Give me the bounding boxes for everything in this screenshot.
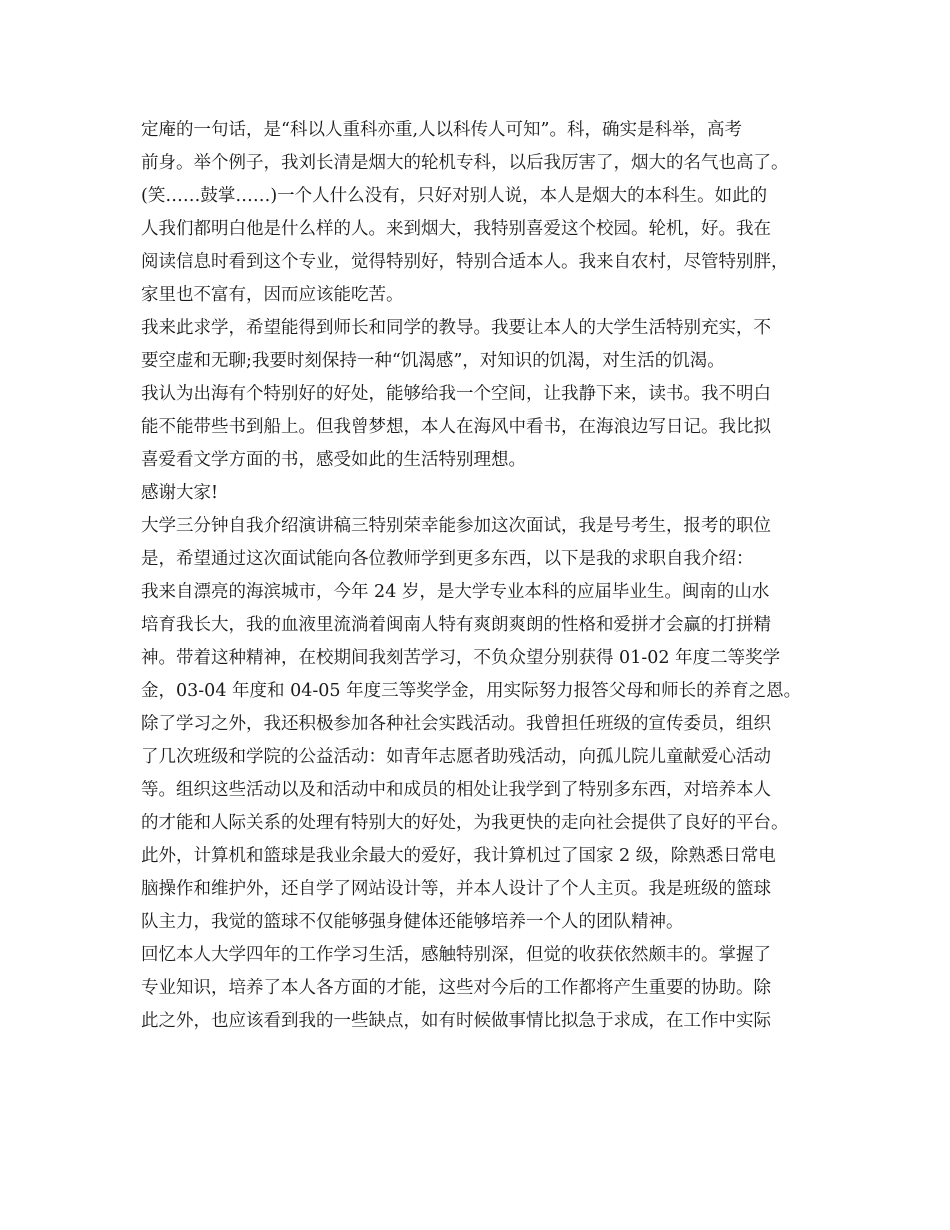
text-line: 我来自漂亮的海滨城市，今年 24 岁，是大学专业本科的应届毕业生。闽南的山水 [141,582,770,602]
document-body [141,114,831,1038]
text-line: 除了学习之外，我还积极参加各种社会实践活动。我曾担任班级的宣传委员，组织 [141,714,771,734]
text-line: 要空虚和无聊;我要时刻保持一种“饥渴感”，对知识的饥渴，对生活的饥渴。 [141,351,725,371]
text-line: 此之外，也应该看到我的一些缺点，如有时候做事情比拟急于求成，在工作中实际 [141,1011,771,1031]
text-line: 定庵的一句话，是“科以人重科亦重,人以科传人可知”。科，确实是科举，高考 [141,120,742,140]
text-line: 前身。举个例子，我刘长清是烟大的轮机专科，以后我厉害了，烟大的名气也高了。 [141,153,789,173]
text-line: 的才能和人际关系的处理有特别大的好处，为我更快的走向社会提供了良好的平台。 [141,813,789,833]
text-line: 人我们都明白他是什么样的人。来到烟大，我特别喜爱这个校园。轮机，好。我在 [141,219,771,239]
text-line: 阅读信息时看到这个专业，觉得特别好，特别合适本人。我来自农村，尽管特别胖， [141,252,789,272]
text-line: 能不能带些书到船上。但我曾梦想，本人在海风中看书，在海浪边写日记。我比拟 [141,417,771,437]
text-line: 大学三分钟自我介绍演讲稿三特别荣幸能参加这次面试，我是号考生，报考的职位 [141,516,771,536]
text-line: (笑……鼓掌……)一个人什么没有，只好对别人说，本人是烟大的本科生。如此的 [141,186,768,206]
text-line: 专业知识，培养了本人各方面的才能，这些对今后的工作都将产生重要的协助。除 [141,978,771,998]
text-line: 了几次班级和学院的公益活动：如青年志愿者助残活动，向孤儿院儿童献爱心活动 [141,747,771,767]
text-line: 家里也不富有，因而应该能吃苦。 [141,285,404,305]
text-line: 回忆本人大学四年的工作学习生活，感触特别深，但觉的收获依然颇丰的。掌握了 [141,945,771,965]
text-line: 神。带着这种精神，在校期间我刻苦学习，不负众望分别获得 01-02 年度二等奖学 [141,648,781,668]
text-line: 此外，计算机和篮球是我业余最大的爱好，我计算机过了国家 2 级，除熟悉日常电 [141,846,776,866]
text-line: 是，希望通过这次面试能向各位教师学到更多东西，以下是我的求职自我介绍： [141,549,754,569]
text-line: 培育我长大，我的血液里流淌着闽南人特有爽朗爽朗的性格和爱拼才会赢的打拼精 [141,615,771,635]
text-line: 等。组织这些活动以及和活动中和成员的相处让我学到了特别多东西，对培养本人 [141,780,771,800]
text-line: 喜爱看文学方面的书，感受如此的生活特别理想。 [141,450,526,470]
text-line: 队主力，我觉的篮球不仅能够强身健体还能够培养一个人的团队精神。 [141,912,684,932]
text-line: 感谢大家! [141,483,219,503]
text-line: 金，03-04 年度和 04-05 年度三等奖学金，用实际努力报答父母和师长的养育之恩。 [141,681,802,701]
text-line: 我来此求学，希望能得到师长和同学的教导。我要让本人的大学生活特别充实，不 [141,318,771,338]
text-line: 脑操作和维护外，还自学了网站设计等，并本人设计了个人主页。我是班级的篮球 [141,879,771,899]
text-line: 我认为出海有个特别好的好处，能够给我一个空间，让我静下来，读书。我不明白 [141,384,771,404]
